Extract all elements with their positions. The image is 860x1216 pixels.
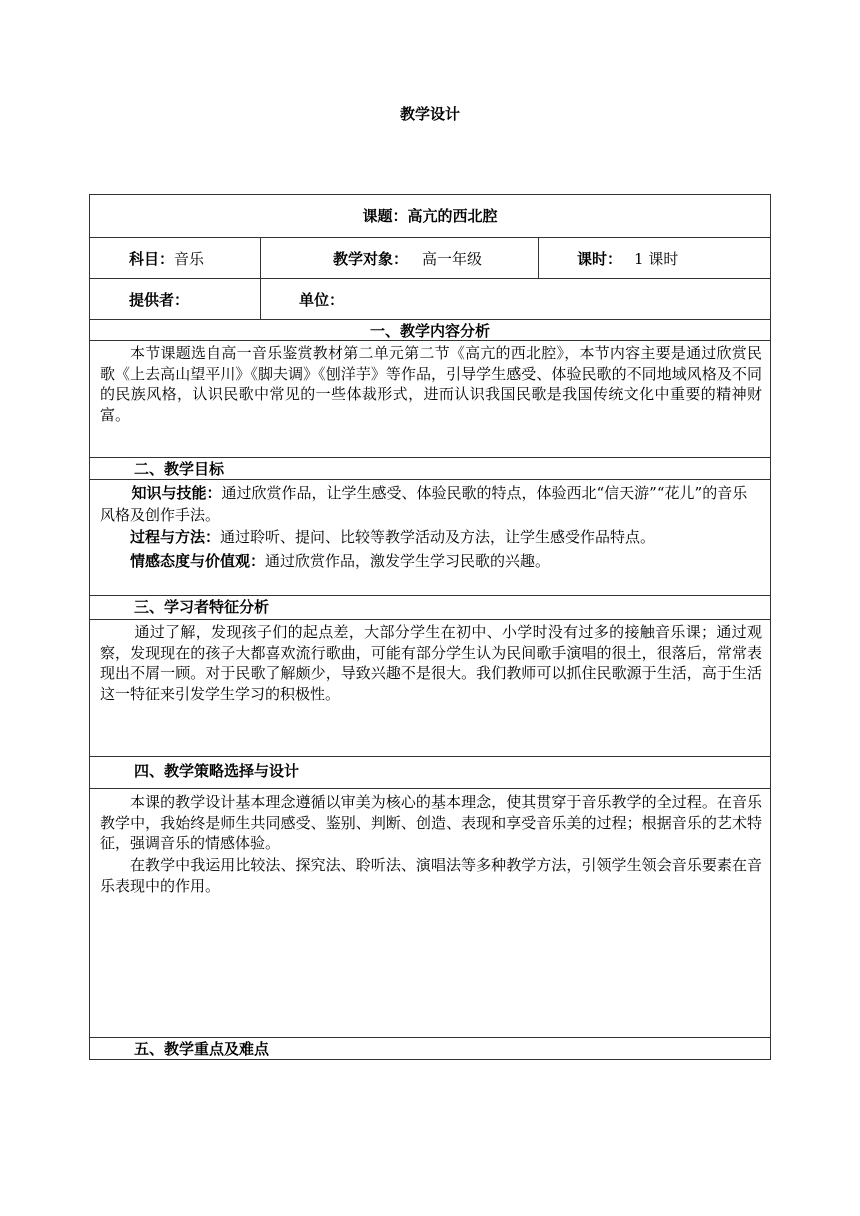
section-2-heading: 二、教学目标 xyxy=(134,460,225,478)
document-title: 教学设计 xyxy=(399,105,460,123)
row-divider xyxy=(90,237,770,238)
row-divider xyxy=(90,619,770,620)
lesson-topic: 课题：高亢的西北腔 xyxy=(362,207,498,225)
section-3-text: 通过了解，发现孩子们的起点差，大部分学生在初中、小学时没有过多的接触音乐课；通过观察，发现现在的孩子大都喜欢流行歌曲，可能有部分学生认为民间歌手演唱的很土，很落后，常常表现出不屑一顾。对于民歌了解颇少，导致兴趣不是很大。我们教师可以抓住民歌源于生活，高于生活这一特征来引发学生学习的积极性。 xyxy=(100,623,762,703)
goal-emotion-label: 情感态度与价值观： xyxy=(130,552,266,570)
row-divider xyxy=(90,457,770,458)
goal-process xyxy=(100,526,762,548)
row-divider xyxy=(90,278,770,279)
section-4-text-1: 本课的教学设计基本理念遵循以审美为核心的基本理念，使其贯穿于音乐教学的全过程。在音乐教学中，我始终是师生共同感受、鉴别、判断、创造、表现和享受音乐美的过程；根据音乐的艺术特征，强调音乐的情感体验。 xyxy=(100,793,762,853)
goal-knowledge xyxy=(100,482,762,526)
subject-value: 音乐 xyxy=(174,250,205,268)
goal-emotion xyxy=(100,550,762,572)
section-5-heading: 五、教学重点及难点 xyxy=(134,1040,270,1058)
unit-label: 单位： xyxy=(299,291,345,309)
goal-knowledge-text: 通过欣赏作品，让学生感受、体验民歌的特点，体验西北“信天游”“花儿”的音乐风格及创作手法。 xyxy=(100,484,748,524)
row-divider xyxy=(90,319,770,320)
lesson-plan-table xyxy=(89,194,771,1060)
subject-label: 科目： xyxy=(129,250,175,268)
target-value: 高一年级 xyxy=(422,250,483,268)
section-4-heading: 四、教学策略选择与设计 xyxy=(134,762,300,780)
row-divider xyxy=(90,756,770,757)
section-1-text: 本节课题选自高一音乐鉴赏教材第二单元第二节《高亢的西北腔》，本节内容主要是通过欣赏民歌《上去高山望平川》《脚夫调》《刨洋芋》等作品，引导学生感受、体验民歌的不同地域风格及不同的民族风格，认识民歌中常见的一些体裁形式，进而认识我国民歌是我国传统文化中重要的精神财富。 xyxy=(100,344,762,424)
row-divider xyxy=(90,595,770,596)
row-divider xyxy=(90,479,770,480)
provider-label: 提供者： xyxy=(129,291,190,309)
goal-process-label: 过程与方法： xyxy=(130,528,221,546)
row-divider xyxy=(90,1037,770,1038)
target-label: 教学对象： xyxy=(333,250,409,268)
section-4-text-2: 在教学中我运用比较法、探究法、聆听法、演唱法等多种教学方法，引领学生领会音乐要素在音乐表现中的作用。 xyxy=(100,856,762,895)
row-divider xyxy=(90,788,770,789)
section-1-heading: 一、教学内容分析 xyxy=(369,322,490,340)
hours-label: 课时： xyxy=(577,250,623,268)
target-field xyxy=(333,249,482,269)
column-divider xyxy=(538,237,539,278)
goal-knowledge-label: 知识与技能： xyxy=(131,484,222,502)
goal-emotion-text: 通过欣赏作品，激发学生学习民歌的兴趣。 xyxy=(265,552,551,570)
goal-process-text: 通过聆听、提问、比较等教学活动及方法，让学生感受作品特点。 xyxy=(220,528,656,546)
section-3-heading: 三、学习者特征分析 xyxy=(134,598,270,616)
hours-value: 1 课时 xyxy=(634,250,679,268)
hours-field xyxy=(577,249,678,269)
subject-field xyxy=(129,249,204,269)
column-divider xyxy=(260,237,261,319)
